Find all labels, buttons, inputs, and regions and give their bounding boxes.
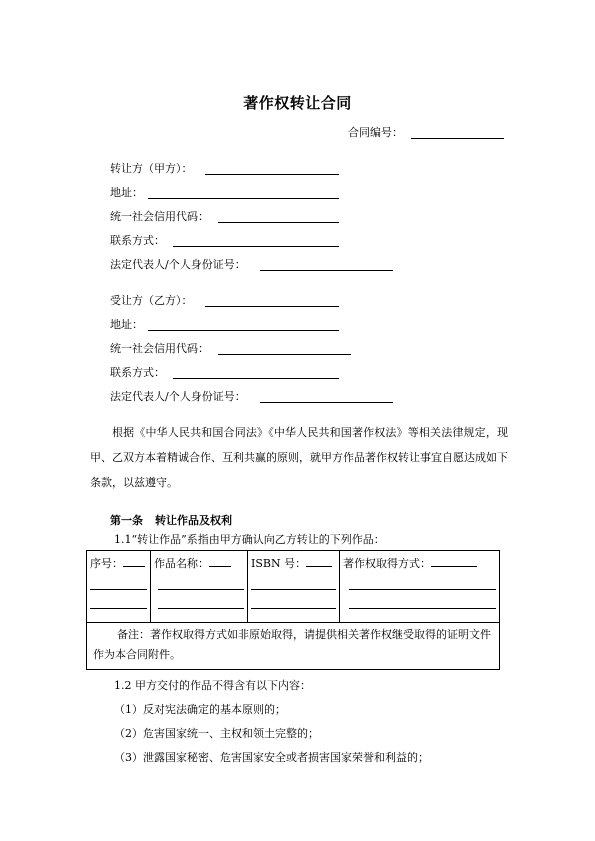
table-row [87, 551, 500, 623]
article-1-number: 第一条 [110, 514, 143, 527]
col-isbn-blank-2[interactable] [251, 598, 336, 609]
col-no-blank-1[interactable] [90, 579, 147, 590]
works-cell-isbn [248, 551, 340, 623]
table-row [87, 623, 500, 670]
col-isbn-field[interactable] [306, 555, 332, 567]
party-b-address-field[interactable] [148, 318, 339, 331]
party-a-rep-field[interactable] [260, 258, 393, 271]
party-a-credit-code-label: 统一社会信用代码： [110, 210, 209, 223]
col-method-blank-2[interactable] [349, 598, 496, 609]
intro-paragraph: 根据《中华人民共和国合同法》《中华人民共和国著作权法》等相关法律规定，现甲、乙双方本着精诚合作、互利共赢的原则，就甲方作品著作权转让事宜自愿达成如下条款，以兹遵守。 [90, 426, 508, 489]
article-1-title: 转让作品及权利 [155, 514, 232, 527]
contract-no-field[interactable] [411, 126, 504, 139]
col-method-field[interactable] [431, 555, 477, 567]
works-cell-name [151, 551, 248, 623]
party-a-address-field[interactable] [148, 186, 339, 199]
col-method-blank-1[interactable] [349, 579, 496, 590]
party-a-name-label: 转让方（甲方）： [110, 162, 193, 175]
document-title: 著作权转让合同 [243, 94, 352, 112]
party-b-name-label: 受让方（乙方）： [110, 294, 193, 307]
contract-no-label: 合同编号： [348, 126, 403, 139]
col-no-field[interactable] [123, 555, 145, 567]
col-no-blank-2[interactable] [90, 598, 147, 609]
party-b-name-field[interactable] [205, 294, 339, 307]
prohibited-item: （3）泄露国家秘密、危害国家安全或者损害国家荣誉和利益的； [114, 751, 429, 764]
works-cell-method [340, 551, 500, 623]
col-name-blank-2[interactable] [158, 598, 244, 609]
party-a-contact-label: 联系方式： [110, 234, 165, 247]
article-1-heading [110, 512, 244, 528]
col-name-blank-1[interactable] [158, 579, 244, 590]
party-a-contact-field[interactable] [173, 234, 339, 247]
party-b-address-label: 地址： [110, 318, 143, 331]
prohibited-item: （1）反对宪法确定的基本原则的； [114, 703, 286, 716]
col-method-label: 著作权取得方式： [343, 557, 431, 570]
clause-1-1: 1.1“转让作品”系指由甲方确认向乙方转让的下列作品： [114, 533, 385, 546]
party-b-credit-code-field[interactable] [218, 342, 351, 355]
party-b-contact-label: 联系方式： [110, 366, 165, 379]
col-no-label: 序号： [90, 557, 123, 570]
col-isbn-label: ISBN 号： [251, 557, 307, 570]
col-name-field[interactable] [209, 555, 231, 567]
party-a-credit-code-field[interactable] [218, 210, 339, 223]
works-table [86, 550, 500, 670]
col-name-label: 作品名称： [154, 557, 209, 570]
works-cell-no [87, 551, 151, 623]
party-b-rep-label: 法定代表人/个人身份证号： [110, 390, 246, 403]
works-table-note: 备注：著作权取得方式如非原始取得，请提供相关著作权继受取得的证明文件作为本合同附件。 [87, 623, 500, 670]
party-b-credit-code-label: 统一社会信用代码： [110, 342, 209, 355]
party-b-contact-field[interactable] [173, 366, 339, 379]
party-a-name-field[interactable] [205, 162, 339, 175]
prohibited-item: （2）危害国家统一、主权和领土完整的； [114, 727, 319, 740]
col-isbn-blank-1[interactable] [251, 579, 336, 590]
party-a-rep-label: 法定代表人/个人身份证号： [110, 258, 246, 271]
clause-1-2: 1.2 甲方交付的作品不得含有以下内容： [114, 679, 311, 692]
party-b-rep-field[interactable] [260, 390, 393, 403]
party-a-address-label: 地址： [110, 186, 143, 199]
